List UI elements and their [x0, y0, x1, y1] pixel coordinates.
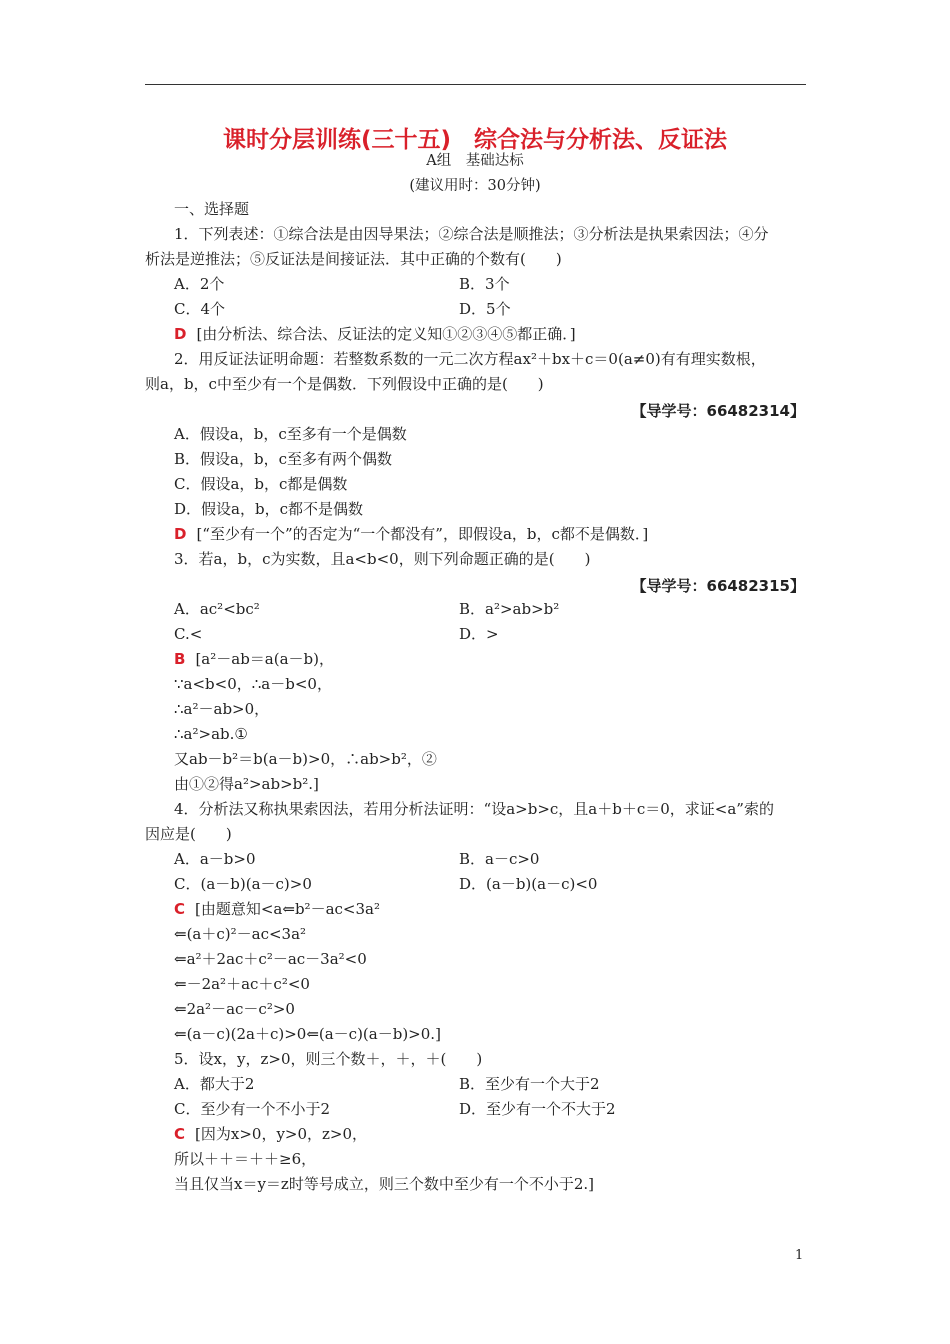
q3-option-a: A．ac²<bc²	[174, 600, 260, 618]
q1-stem-line2: 析法是逆推法；⑤反证法是间接证法．其中正确的个数有( )	[145, 250, 562, 268]
q2-option-d: D．假设a，b，c都不是偶数	[174, 500, 363, 518]
section-heading: 一、选择题	[174, 200, 250, 218]
q3-step-2: ∴a²－ab>0，	[174, 700, 270, 718]
q4-option-b: B．a－c>0	[459, 850, 540, 868]
q3-step-5: 由①②得a²>ab>b².]	[174, 775, 319, 793]
q4-stem-line2: 因应是( )	[145, 825, 232, 843]
answer-letter: B	[174, 650, 186, 668]
answer-explanation: [因为x>0，y>0，z>0，	[195, 1125, 368, 1143]
q5-step-1: 所以＋＋＝＋＋≥6，	[174, 1150, 317, 1168]
q4-option-c: C．(a－b)(a－c)>0	[174, 875, 312, 893]
q2-option-a: A．假设a，b，c至多有一个是偶数	[174, 425, 407, 443]
q1-option-d: D．5个	[459, 300, 511, 318]
q5-step-2: 当且仅当x＝y＝z时等号成立，则三个数中至少有一个不小于2.]	[174, 1175, 595, 1193]
page-title: 课时分层训练(三十五) 综合法与分析法、反证法	[222, 127, 728, 153]
q1-answer	[174, 324, 576, 344]
q3-option-d: D．>	[459, 625, 499, 643]
answer-explanation: [由题意知<a⇐b²－ac<3a²	[195, 900, 380, 918]
q2-reference: 【导学号：66482314】	[631, 402, 805, 420]
q3-step-1: ∵a<b<0，∴a－b<0，	[174, 675, 332, 693]
q2-stem-line2: 则a，b，c中至少有一个是偶数．下列假设中正确的是( )	[145, 375, 544, 393]
q4-step-2: ⇐a²＋2ac＋c²－ac－3a²<0	[174, 950, 367, 968]
q3-answer	[174, 649, 334, 669]
top-rule	[145, 84, 806, 85]
time-note: (建议用时：30分钟)	[409, 178, 541, 194]
answer-explanation: [由分析法、综合法、反证法的定义知①②③④⑤都正确．]	[196, 325, 576, 343]
page-number: 1	[795, 1248, 804, 1263]
q5-option-a: A．都大于2	[174, 1075, 255, 1093]
q1-option-b: B．3个	[459, 275, 510, 293]
group-heading: A组 基础达标	[426, 153, 524, 169]
q4-step-3: ⇐－2a²＋ac＋c²<0	[174, 975, 310, 993]
q2-stem-line1: 2．用反证法证明命题：若整数系数的一元二次方程ax²＋bx＋c＝0(a≠0)有有理实数根，	[174, 350, 766, 368]
q4-answer	[174, 899, 380, 919]
q2-answer	[174, 524, 648, 544]
answer-explanation: [“至少有一个”的否定为“一个都没有”，即假设a，b，c都不是偶数．]	[196, 525, 649, 543]
q4-stem-line1: 4．分析法又称执果索因法，若用分析法证明：“设a>b>c，且a＋b＋c＝0，求证<a”索的	[174, 800, 774, 818]
q3-step-4: 又ab－b²＝b(a－b)>0，∴ab>b²，②	[174, 750, 437, 768]
q3-stem: 3．若a，b，c为实数，且a<b<0，则下列命题正确的是( )	[174, 550, 591, 568]
q1-stem-line1: 1．下列表述：①综合法是由因导果法；②综合法是顺推法；③分析法是执果索因法；④分	[174, 225, 769, 243]
q4-step-4: ⇐2a²－ac－c²>0	[174, 1000, 295, 1018]
answer-letter: C	[174, 1125, 186, 1143]
q2-option-c: C．假设a，b，c都是偶数	[174, 475, 348, 493]
q1-option-c: C．4个	[174, 300, 226, 318]
q5-option-d: D．至少有一个不大于2	[459, 1100, 616, 1118]
answer-letter: D	[174, 325, 187, 343]
q1-option-a: A．2个	[174, 275, 225, 293]
q2-option-b: B．假设a，b，c至多有两个偶数	[174, 450, 392, 468]
answer-explanation: [a²－ab＝a(a－b)，	[195, 650, 334, 668]
q5-option-b: B．至少有一个大于2	[459, 1075, 600, 1093]
q3-step-3: ∴a²>ab.①	[174, 725, 248, 743]
q5-option-c: C．至少有一个不小于2	[174, 1100, 331, 1118]
q4-step-1: ⇐(a＋c)²－ac<3a²	[174, 925, 307, 943]
q4-step-5: ⇐(a－c)(2a＋c)>0⇐(a－c)(a－b)>0.]	[174, 1025, 441, 1043]
q3-option-c: C.<	[174, 625, 203, 643]
answer-letter: D	[174, 525, 187, 543]
q4-option-a: A．a－b>0	[174, 850, 256, 868]
q3-option-b: B．a²>ab>b²	[459, 600, 560, 618]
answer-letter: C	[174, 900, 186, 918]
q5-stem: 5．设x，y，z>0，则三个数＋，＋，＋( )	[174, 1050, 483, 1068]
q5-answer	[174, 1124, 367, 1144]
q3-reference: 【导学号：66482315】	[631, 577, 805, 595]
q4-option-d: D．(a－b)(a－c)<0	[459, 875, 598, 893]
